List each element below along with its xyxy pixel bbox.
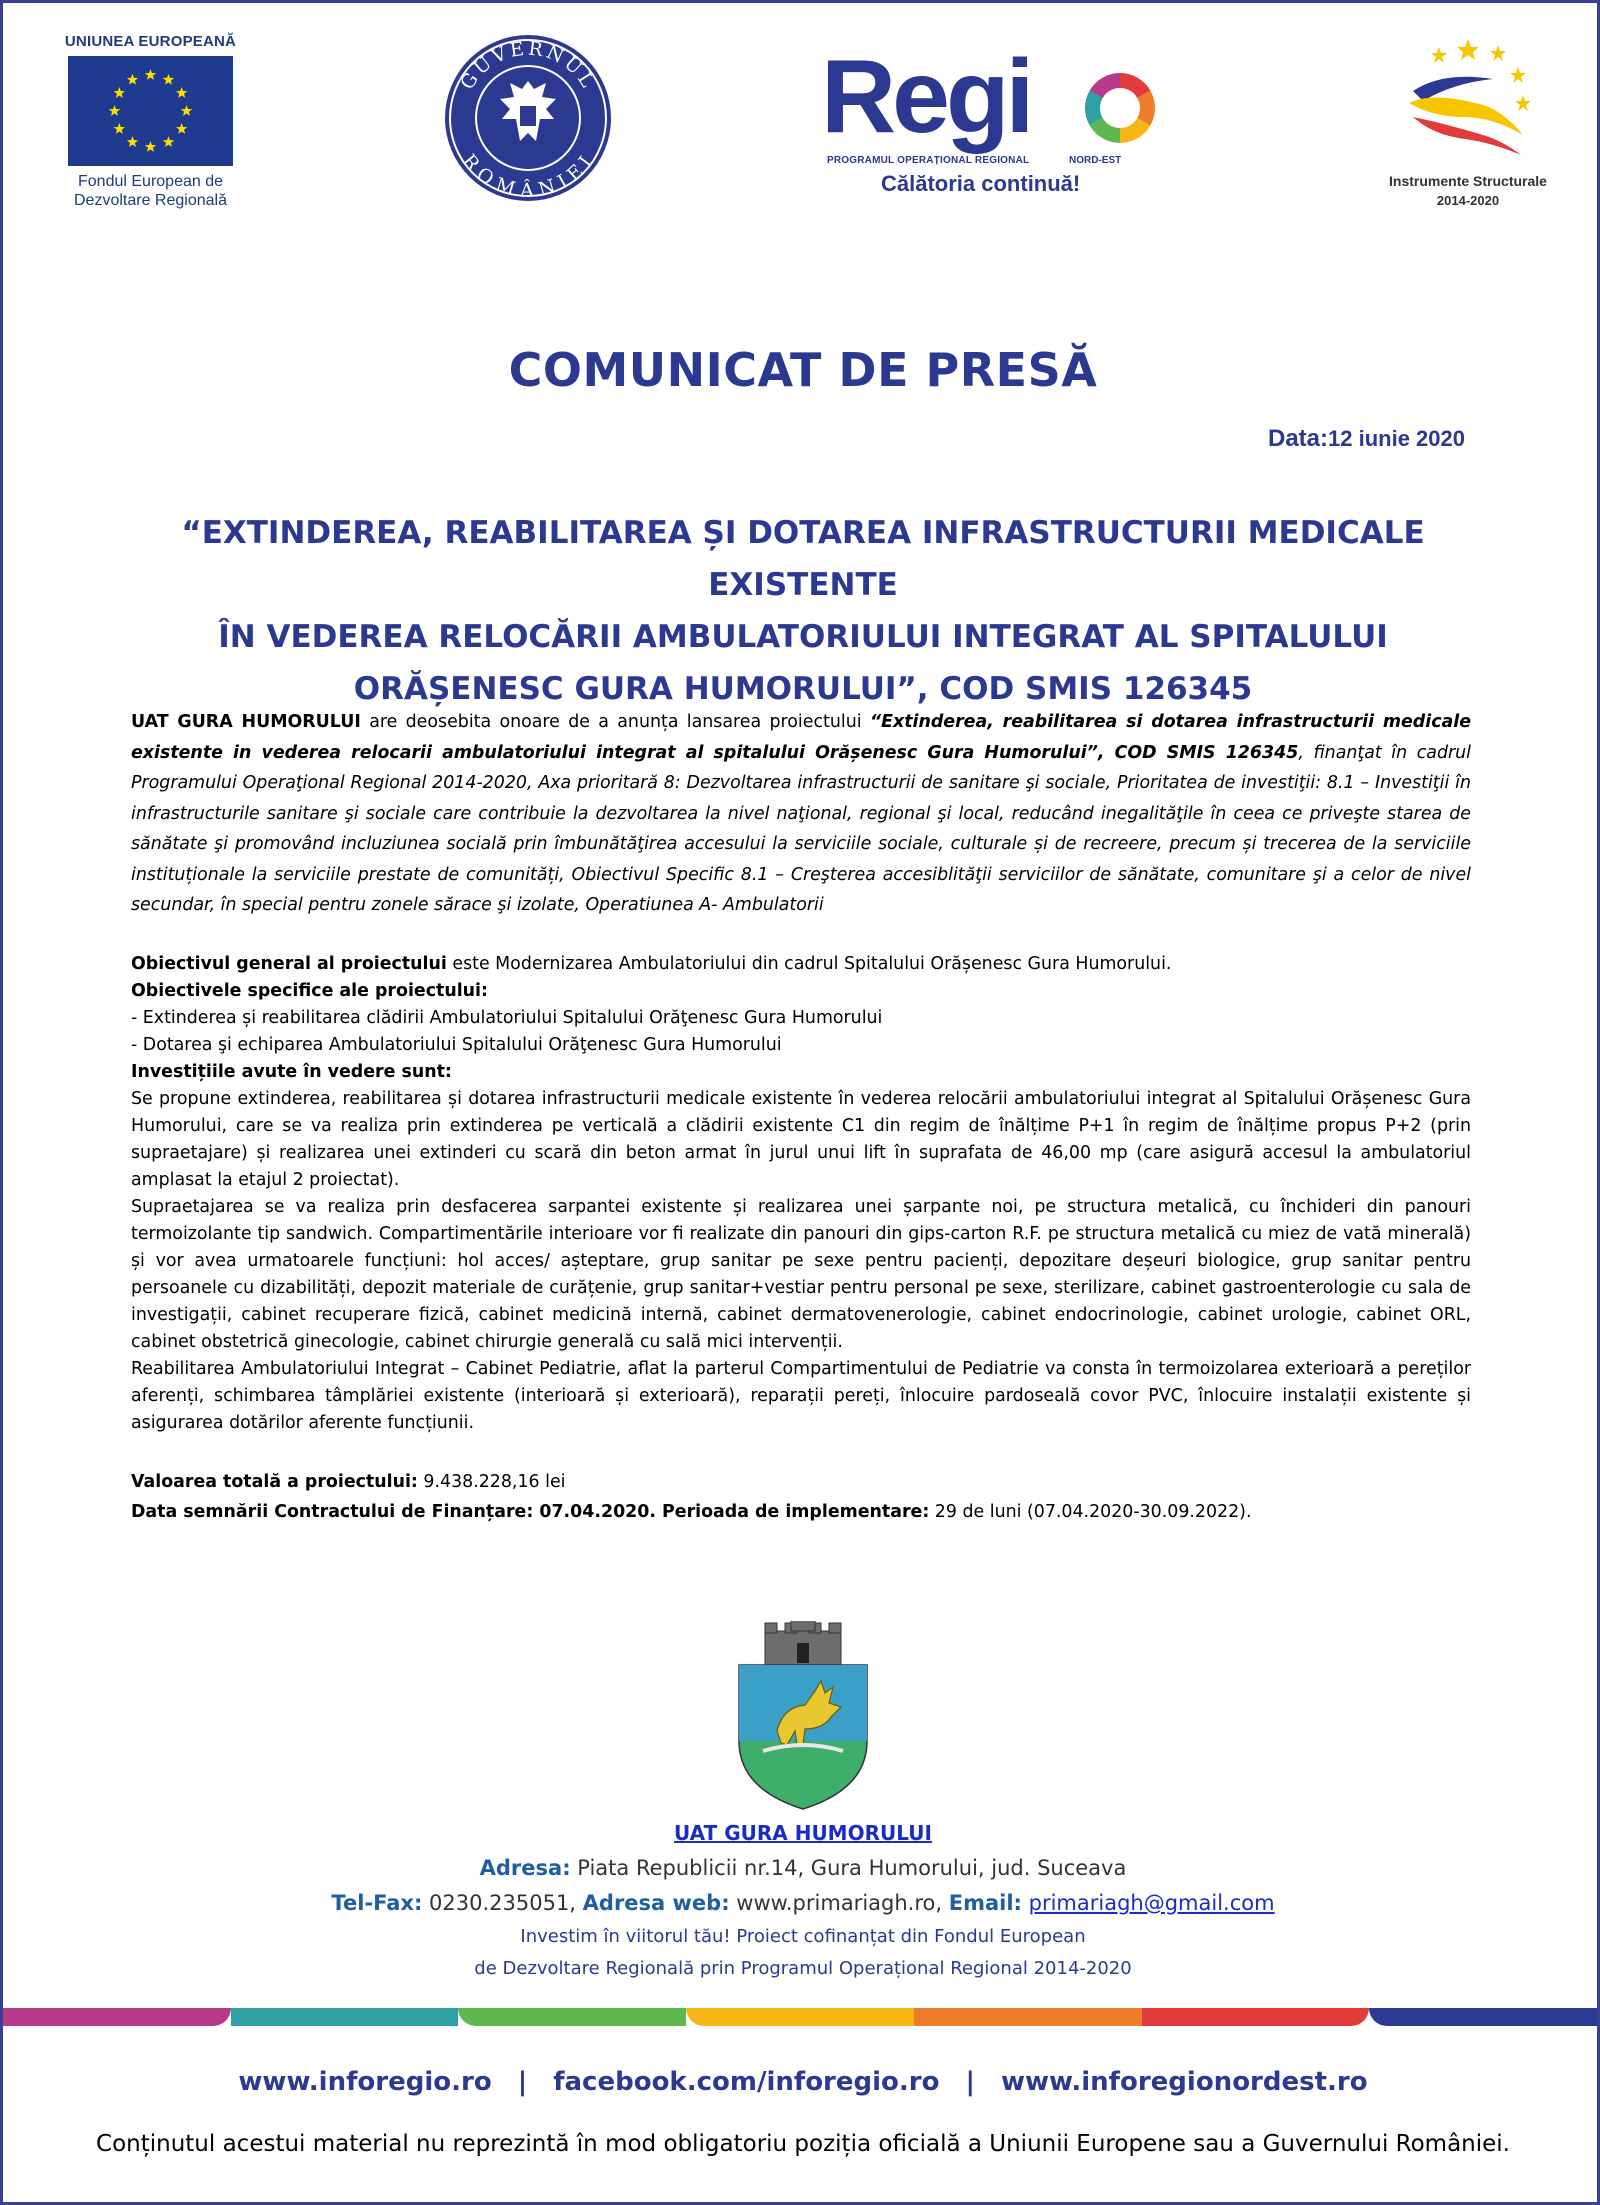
contract-info <box>131 1497 1471 1528</box>
eu-caption: UNIUNEA EUROPEANĂ <box>64 33 237 50</box>
inforegio-link[interactable]: www.inforegio.ro <box>238 2067 492 2097</box>
inforegionordest-link[interactable]: www.inforegionordest.ro <box>1000 2067 1368 2097</box>
uat-link[interactable]: UAT GURA HUMORULUI <box>674 1821 932 1845</box>
general-objective-label: Obiectivul general al proiectului <box>131 953 447 974</box>
investments-paragraph-3: Reabilitarea Ambulatoriului Integrat – Cabinet Pediatrie, aflat la parterul Compartimentului de Pediatrie va consta în termoizolarea exterioară a pereților aferenți, schimbarea tâmplăriei existente (interioară și exterioară), reparații pereți, înlocuire pardoseală covor PVC, înlocuire instalații existente și asigurarea dotărilor aferente funcțiunii. <box>131 1358 1471 1433</box>
address-label: Adresa: <box>479 1856 571 1880</box>
eu-fund-line1: Fondul European de <box>78 173 223 190</box>
instrumente-years: 2014-2020 <box>1436 193 1500 208</box>
telfax-label: Tel-Fax: <box>331 1891 423 1915</box>
general-objective <box>131 951 1471 978</box>
implementation-period: 29 de luni (07.04.2020-30.09.2022). <box>929 1502 1252 1522</box>
project-title-line1: “EXTINDEREA, REABILITAREA ȘI DOTAREA INFRASTRUCTURII MEDICALE EXISTENTE <box>181 515 1425 603</box>
instrumente-structurale-emblem-icon <box>1373 31 1563 169</box>
color-stripe <box>3 2008 1597 2026</box>
regio-region-label: NORD-EST <box>1069 155 1122 166</box>
general-objective-text: este Modernizarea Ambulatoriului din cadrul Spitalului Orășenesc Gura Humorului. <box>446 953 1172 974</box>
telfax-value: 0230.235051, <box>422 1891 583 1915</box>
project-title <box>113 507 1493 715</box>
investments-paragraph-2: Supraetajarea se va realiza prin desfacerea sarpantei existente și realizarea unei șarpante noi, pe structura metalică, cu închideri din panouri termoizolante tip sandwich. Compartimentările interioare vor fi realizate din panouri din gips-carton R.F. pe structura metalică cu miez de vată minerală) și vor avea urmatoarele funcțiuni: hol acces/ așteptare, grup sanitar pe sexe pentru pacienți, depozitare deșeuri biologice, grup sanitar pentru persoanele cu dizabilități, depozit materiale de curățenie, grup sanitar+vestiar pentru personal pe sexe, sterilizare, cabinet gastroenterologie cu sala de investigații, cabinet recuperare fizică, cabinet medicină internă, cabinet dermatovenerologie, cabinet endocrinologie, cabinet urologie, cabinet ORL, cabinet obstetrică ginecologie, cabinet chirurgie generală cu sală mici intervenții. <box>131 1196 1471 1352</box>
regio-program-label: PROGRAMUL OPERAȚIONAL REGIONAL <box>827 155 1030 166</box>
investments-paragraph-1: Se propune extinderea, reabilitarea și dotarea infrastructurii medicale existente în vederea relocării ambulatoriului integrat al Spitalului Orășenesc Gura Humorului, care se va realiza prin extinderea pe verticală a clădirii existente C1 din regim de înălțime P+1 în regim de înălțime propus P+2 (prin supraetajare) și realizarea unei extinderi cu scară din beton armat în jurul unui lift în suprafata de 46,00 mp (care asigură accesul la ambulatoriul amplasat la etajul 2 proiectat). <box>131 1088 1471 1190</box>
instrumente-caption: Instrumente Structurale <box>1389 173 1547 189</box>
intro-text-2: , finanţat în cadrul Programului Operaţional Regional 2014-2020, Axa prioritară 8: Dezvoltarea infrastructurii de sanitare şi sociale, Prioritatea de investiţii: 8.1 – Investiţii în infrastructurile sanitare şi sociale care contribuie la dezvoltarea la nivel naţional, regional şi local, reducând inegalităţile în ceea ce priveşte starea de sănătate şi promovând incluziunea socială prin îmbunătăţirea accesului la serviciile sociale, culturale și de recreere, precum și trecerea de la serviciile instituționale la serviciile prestate de comunități, Obiectivul Specific 8.1 – Creşterea accesiblităţii serviciilor de sănătate, comunitare şi a celor de nivel secundar, în special pentru zonele sărace şi izolate, Operatiunea A- Ambulatorii <box>131 742 1471 915</box>
regio-color-wheel-icon <box>1083 71 1157 145</box>
web-value[interactable]: www.primariagh.ro, <box>729 1891 949 1915</box>
date-value: 12 iunie 2020 <box>1328 426 1465 451</box>
intro-subject: UAT GURA HUMORULUI <box>131 712 361 732</box>
specific-objective-1: - Extinderea și reabilitarea clădirii Ambulatoriului Spitalului Orăţenesc Gura Humorului <box>131 1007 883 1028</box>
press-release-body <box>131 707 1471 1528</box>
telfax-line <box>3 1886 1600 1921</box>
intro-text-1: are deosebita onoare de a anunța lansarea proiectului <box>360 712 870 732</box>
email-link[interactable]: primariagh@gmail.com <box>1028 1891 1275 1915</box>
intro-paragraph <box>131 707 1471 921</box>
email-label: Email: <box>948 1891 1022 1915</box>
web-label: Adresa web: <box>582 1891 730 1915</box>
instrumente-structurale-logo <box>1373 31 1563 211</box>
contract-sign-label: Data semnării Contractului de Finanțare: 07.04.2020. Perioada de implementare: <box>131 1502 930 1522</box>
specific-objectives-label: Obiectivele specifice ale proiectului: <box>131 980 488 1001</box>
facebook-link[interactable]: facebook.com/inforegio.ro <box>553 2067 940 2097</box>
contact-block <box>3 1815 1600 1985</box>
regio-wordmark: Regi <box>821 39 1031 155</box>
press-release-date <box>1268 425 1465 453</box>
eu-flag-icon <box>68 56 233 166</box>
total-value-label: Valoarea totală a proiectului: <box>131 1471 418 1492</box>
footer-links <box>3 2067 1600 2097</box>
footer-separator-2: | <box>965 2067 975 2097</box>
specific-objective-2: - Dotarea şi echiparea Ambulatoriului Spitalului Orăţenesc Gura Humorului <box>131 1034 782 1055</box>
footer-separator-1: | <box>517 2067 528 2097</box>
total-value <box>131 1467 1471 1498</box>
eu-logo <box>63 33 238 210</box>
cofinancing-line-1: Investim în viitorul tău! Proiect cofinanțat din Fondul European <box>520 1926 1086 1947</box>
address-value: Piata Republicii nr.14, Gura Humorului, jud. Suceava <box>570 1856 1127 1880</box>
investments-label: Investițiile avute în vedere sunt: <box>131 1061 452 1082</box>
address-line <box>3 1851 1600 1886</box>
project-title-line2: ÎN VEDEREA RELOCĂRII AMBULATORIULUI INTEGRAT AL SPITALULUI <box>218 619 1388 655</box>
project-title-line3: ORĂȘENESC GURA HUMORULUI”, COD SMIS 126345 <box>353 671 1253 707</box>
disclaimer: Conținutul acestui material nu reprezintă în mod obligatoriu poziția oficială a Uniunii Europene sau a Guvernului României. <box>96 2131 1510 2157</box>
total-value-amount: 9.438.228,16 lei <box>417 1471 566 1492</box>
government-seal-icon <box>443 33 613 203</box>
date-label: Data: <box>1268 425 1329 452</box>
gov-text-top: GUVERNUL <box>456 37 600 94</box>
gov-text-bottom: ROMÂNIEI <box>457 150 599 202</box>
intro-project-name: “Extinderea, reabilitarea si dotarea infrastructurii medicale existente in vederea relocarii ambulatoriului integrat al spitalului Orășenesc Gura Humorului”, COD SMIS 126345 <box>131 712 1472 763</box>
eu-fund-line2: Dezvoltare Regională <box>74 192 227 209</box>
regio-logo <box>821 39 1166 205</box>
page-title: COMUNICAT DE PRESĂ <box>508 343 1098 397</box>
gura-humorului-coat-of-arms-icon <box>733 1621 873 1811</box>
cofinancing-line-2: de Dezvoltare Regională prin Programul Operațional Regional 2014-2020 <box>474 1958 1132 1979</box>
regio-tagline: Călătoria continuă! <box>881 171 1081 196</box>
header-logos <box>3 3 1600 233</box>
